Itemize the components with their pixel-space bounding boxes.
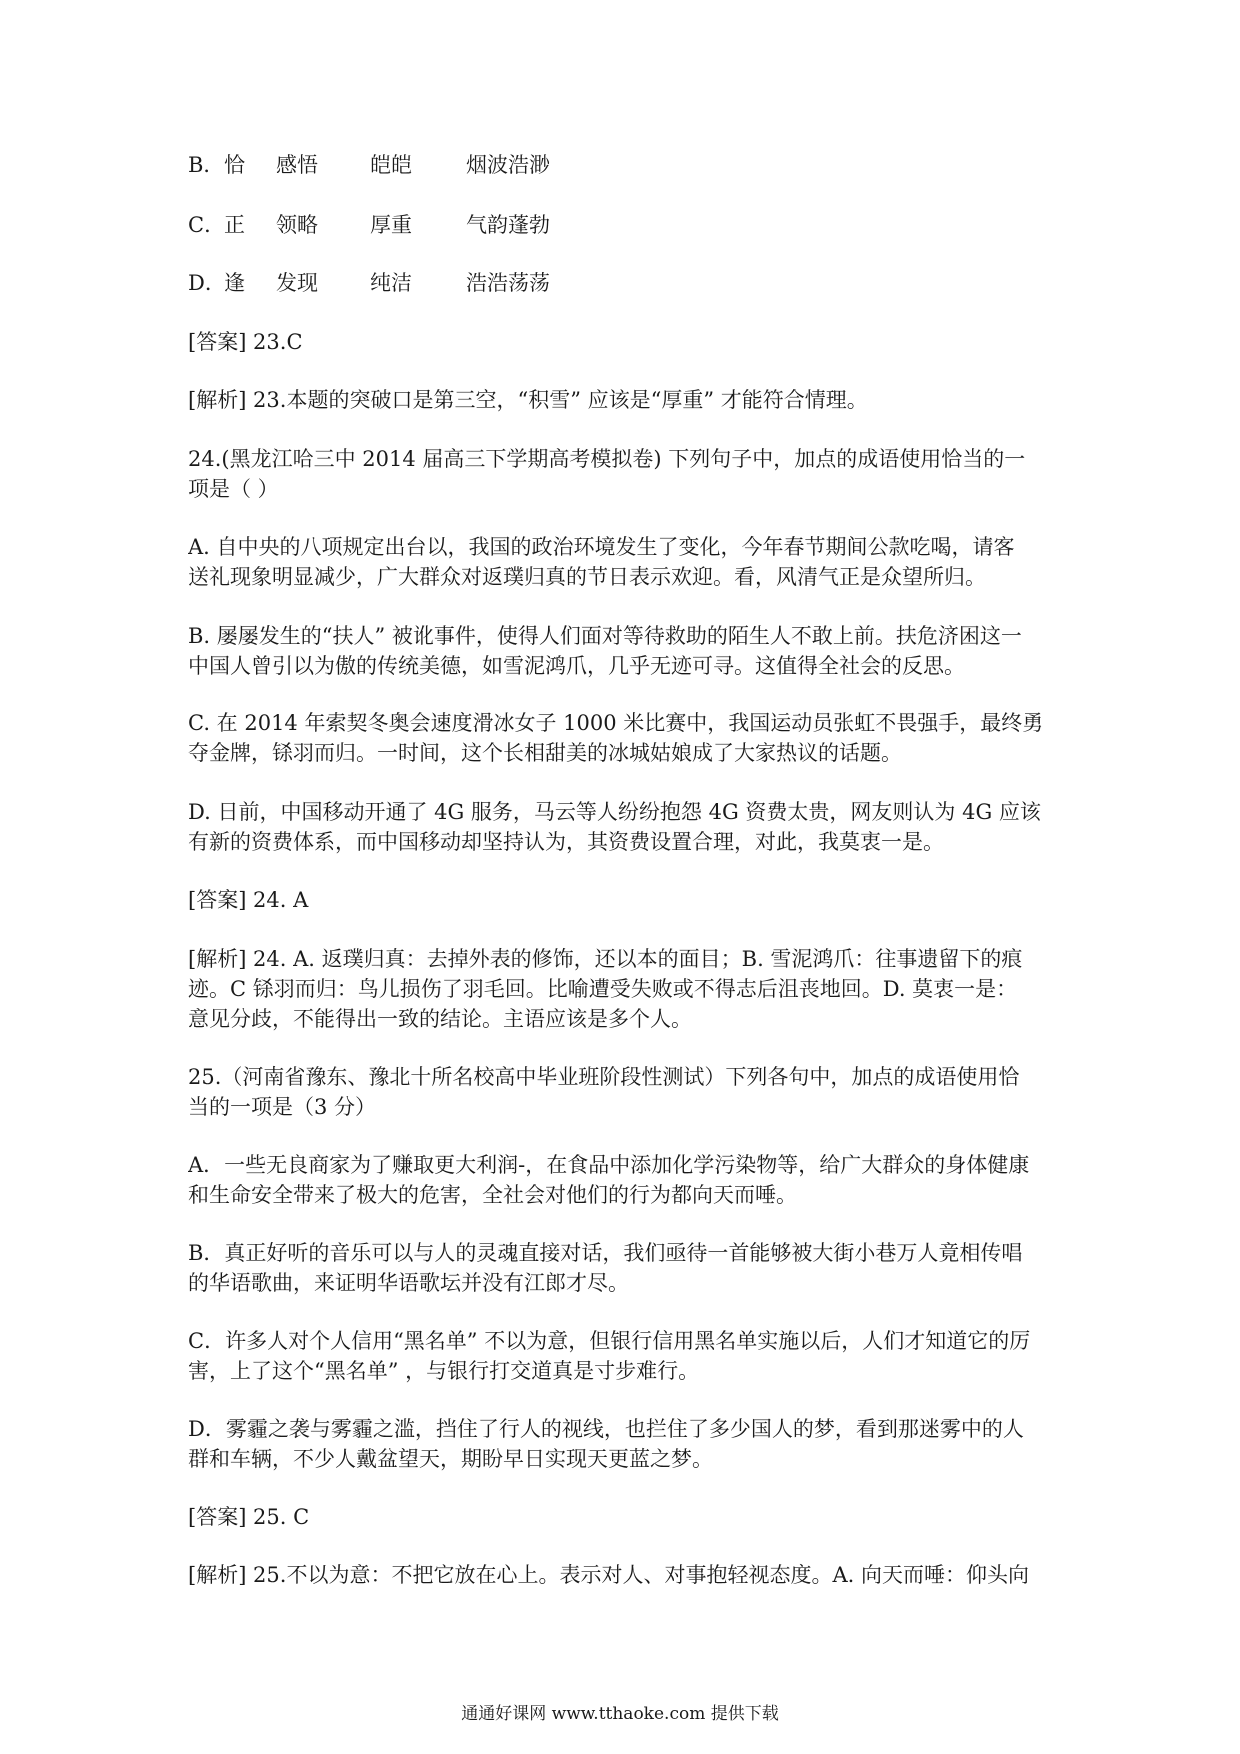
option-word: 厚重 <box>370 213 412 237</box>
option-letter: D． <box>188 271 226 295</box>
q24-answer: [答案] 24. A <box>188 888 309 912</box>
q24-option-d-line: 有新的资费体系，而中国移动却坚持认为，其资费设置合理，对此，我莫衷一是。 <box>188 830 944 854</box>
option-letter: C． <box>188 213 226 237</box>
option-word: 纯洁 <box>370 271 412 295</box>
option-word: 正 <box>224 213 245 237</box>
option-letter: B． <box>188 153 225 177</box>
q25-option-d-line: D．雾霾之袭与雾霾之滥，挡住了行人的视线，也拦住了多少国人的梦，看到那迷雾中的人 <box>188 1417 1024 1441</box>
q23-option-c <box>188 210 1068 240</box>
q25-option-c-line: 害，上了这个“黑名单” ，与银行打交道真是寸步难行。 <box>188 1359 700 1383</box>
q24-option-b-line: B. 屡屡发生的“扶人” 被讹事件，使得人们面对等待救助的陌生人不敢上前。扶危济困这一 <box>188 624 1022 648</box>
q25-answer: [答案] 25. C <box>188 1505 310 1529</box>
option-word: 浩浩荡荡 <box>466 271 550 295</box>
q24-analysis-line: [解析] 24. A. 返璞归真：去掉外表的修饰，还以本的面目；B. 雪泥鸿爪：往事遗留下的痕 <box>188 947 1023 971</box>
q25-stem-line: 当的一项是（3 分） <box>188 1095 377 1119</box>
q25-option-b-line: B．真正好听的音乐可以与人的灵魂直接对话，我们亟待一首能够被大街小巷万人竟相传唱 <box>188 1241 1023 1265</box>
option-word: 感悟 <box>276 153 318 177</box>
q25-option-b-line: 的华语歌曲，来证明华语歌坛并没有江郎才尽。 <box>188 1271 629 1295</box>
q24-option-d-line: D. 日前，中国移动开通了 4G 服务，马云等人纷纷抱怨 4G 资费太贵，网友则认为 4G 应该 <box>188 800 1041 824</box>
q25-option-c-line: C．许多人对个人信用“黑名单” 不以为意，但银行信用黑名单实施以后，人们才知道它的厉 <box>188 1329 1031 1353</box>
option-word: 领略 <box>276 213 318 237</box>
q25-option-a-line: A．一些无良商家为了赚取更大利润-，在食品中添加化学污染物等，给广大群众的身体健康 <box>188 1153 1030 1177</box>
q25-option-d-line: 群和车辆，不少人戴盆望天，期盼早日实现天更蓝之梦。 <box>188 1447 713 1471</box>
q24-analysis-line: 迹。C 铩羽而归：鸟儿损伤了羽毛回。比喻遭受失败或不得志后沮丧地回。D. 莫衷一是： <box>188 977 1018 1001</box>
q24-stem-line: 项是（ ） <box>188 477 279 501</box>
q23-analysis: [解析] 23.本题的突破口是第三空，“积雪” 应该是“厚重” 才能符合情理。 <box>188 388 868 412</box>
q24-stem-line: 24.(黑龙江哈三中 2014 届高三下学期高考模拟卷) 下列句子中，加点的成语使用恰当的一 <box>188 447 1026 471</box>
q23-answer: [答案] 23.C <box>188 330 303 354</box>
option-word: 皑皑 <box>370 153 412 177</box>
q23-option-b <box>188 150 1068 180</box>
page-footer: 通通好课网 www.tthaoke.com 提供下载 <box>461 1704 779 1724</box>
q24-option-b-line: 中国人曾引以为傲的传统美德，如雪泥鸿爪，几乎无迹可寻。这值得全社会的反思。 <box>188 654 965 678</box>
q24-option-c-line: 夺金牌，铩羽而归。一时间，这个长相甜美的冰城姑娘成了大家热议的话题。 <box>188 741 902 765</box>
q25-analysis: [解析] 25.不以为意：不把它放在心上。表示对人、对事抱轻视态度。A. 向天而唾：仰头向 <box>188 1563 1029 1587</box>
option-word: 恰 <box>224 153 245 177</box>
q25-option-a-line: 和生命安全带来了极大的危害，全社会对他们的行为都向天而唾。 <box>188 1183 797 1207</box>
option-word: 发现 <box>276 271 318 295</box>
q23-option-d <box>188 268 1068 298</box>
q24-option-c-line: C. 在 2014 年索契冬奥会速度滑冰女子 1000 米比赛中，我国运动员张虹不畏强手，最终勇 <box>188 711 1044 735</box>
q24-option-a-line: A. 自中央的八项规定出台以，我国的政治环境发生了变化，今年春节期间公款吃喝，请客 <box>188 535 1015 559</box>
q25-stem-line: 25.（河南省豫东、豫北十所名校高中毕业班阶段性测试）下列各句中，加点的成语使用恰 <box>188 1065 1020 1089</box>
option-word: 逢 <box>224 271 245 295</box>
q24-analysis-line: 意见分歧，不能得出一致的结论。主语应该是多个人。 <box>188 1007 692 1031</box>
option-word: 气韵蓬勃 <box>466 213 550 237</box>
option-word: 烟波浩渺 <box>466 153 550 177</box>
q24-option-a-line: 送礼现象明显减少，广大群众对返璞归真的节日表示欢迎。看，风清气正是众望所归。 <box>188 565 986 589</box>
